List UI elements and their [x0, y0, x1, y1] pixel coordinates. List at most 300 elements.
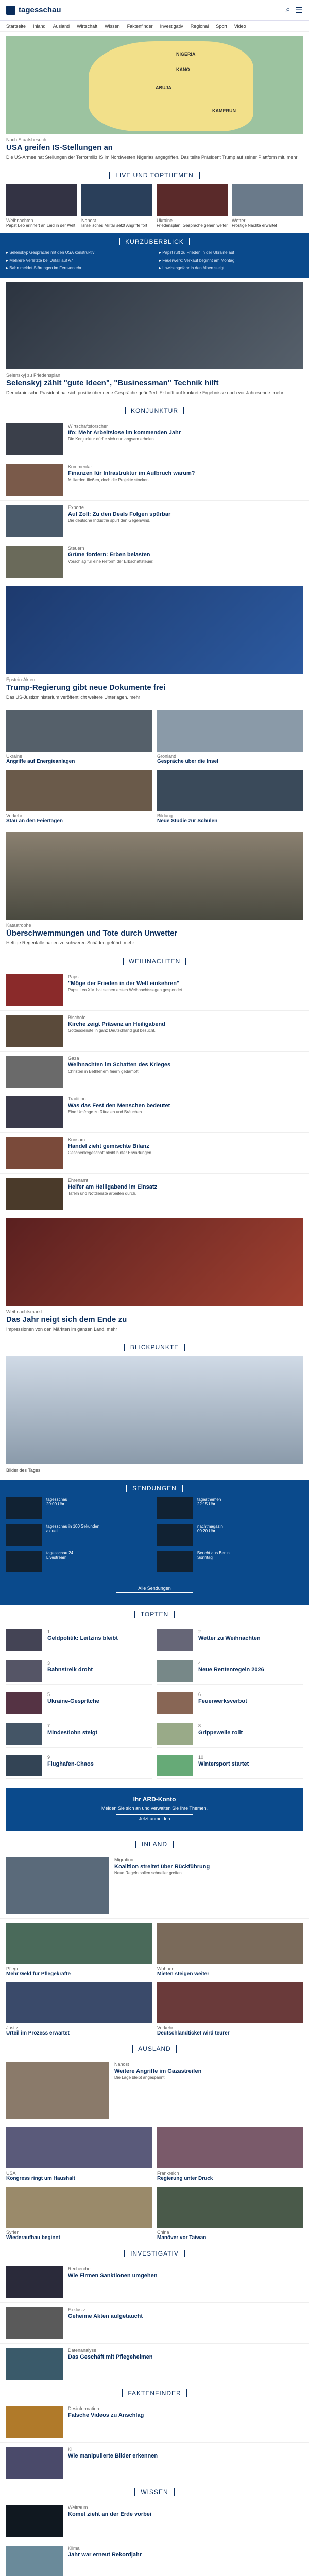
kurz-item[interactable]: ▸ Feuerwerk: Verkauf beginnt am Montag — [159, 258, 303, 263]
teaser-image — [157, 2127, 303, 2168]
item-title: Bahnstreik droht — [47, 1666, 93, 1673]
item-title[interactable]: Komet zieht an der Erde vorbei — [68, 2511, 151, 2517]
item-tag: Konsum — [68, 1137, 85, 1142]
teaser-image — [6, 770, 152, 811]
article-title[interactable]: USA greifen IS-Stellungen an — [6, 143, 113, 152]
kurz-item[interactable]: ▸ Selenskyj: Gespräche mit den USA konstruktiv — [6, 250, 150, 255]
map-label: KANO — [176, 67, 190, 72]
article-title[interactable]: Das Jahr neigt sich dem Ende zu — [6, 1315, 127, 1324]
item-title[interactable]: Handel zieht gemischte Bilanz — [68, 1143, 149, 1149]
item-teaser: Die deutsche Industrie spürt den Gegenwind. — [68, 518, 151, 523]
brand-name: tagesschau — [19, 6, 61, 14]
broadcast-thumb — [157, 1524, 193, 1546]
lead-image[interactable] — [6, 282, 303, 369]
item-title: Ukraine-Gespräche — [47, 1698, 99, 1704]
topten-item[interactable] — [6, 1658, 152, 1685]
list-item[interactable] — [0, 1011, 309, 1052]
broadcast-title: tagesschau — [46, 1497, 67, 1502]
article-title[interactable]: Trump-Regierung gibt neue Dokumente frei — [6, 683, 166, 692]
teaser-tag: Verkehr — [157, 2025, 174, 2030]
item-tag: Datenanalyse — [68, 2347, 97, 2353]
section-title: AUSLAND — [132, 2045, 177, 2053]
list-item[interactable] — [0, 2262, 309, 2303]
grid-teaser[interactable] — [157, 2187, 303, 2241]
item-title[interactable]: Kirche zeigt Präsenz an Heiligabend — [68, 1021, 165, 1027]
thumb-image — [157, 1723, 193, 1745]
item-tag: Kommentar — [68, 464, 92, 470]
broadcast-item[interactable] — [6, 1524, 152, 1546]
topten-item[interactable] — [157, 1753, 303, 1779]
section-title: KONJUNKTUR — [125, 407, 184, 414]
nav-item[interactable]: Regional — [190, 23, 209, 29]
teaser-tag: Bildung — [157, 813, 173, 819]
thumb-image — [157, 1629, 193, 1651]
item-title[interactable]: Das Geschäft mit Pflegeheimen — [68, 2353, 153, 2360]
tile-title: Frostige Nächte erwartet — [232, 223, 277, 228]
teaser-image — [157, 770, 303, 811]
teaser-image — [6, 2187, 152, 2228]
item-tag: Papst — [68, 974, 80, 979]
item-title[interactable]: Falsche Videos zu Anschlag — [68, 2412, 144, 2418]
thumb-image — [6, 1056, 63, 1088]
topten-item[interactable] — [157, 1627, 303, 1653]
teaser-tag: Wohnen — [157, 1965, 175, 1971]
item-title[interactable]: Koalition streitet über Rückführung — [114, 1863, 210, 1870]
broadcast-title: tagesschau in 100 Sekunden — [46, 1523, 100, 1529]
bridge-article[interactable] — [0, 920, 309, 952]
topten-item[interactable] — [6, 1690, 152, 1716]
nav-item[interactable]: Video — [234, 23, 246, 29]
rank-number: 7 — [47, 1723, 50, 1728]
item-title[interactable]: Wie Firmen Sanktionen umgehen — [68, 2272, 158, 2279]
item-tag: Desinformation — [68, 2405, 99, 2411]
article-tag: Epstein-Akten — [6, 677, 36, 683]
account-text: Melden Sie sich an und verwalten Sie Ihre Themen. — [101, 1805, 208, 1811]
teaser-title: Gespräche über die Insel — [157, 759, 218, 765]
item-title[interactable]: Weitere Angriffe im Gazastreifen — [114, 2067, 202, 2074]
nav-item[interactable]: Investigativ — [160, 23, 183, 29]
list-item[interactable] — [0, 1174, 309, 1214]
article-teaser: Impressionen von den Märkten im ganzen Land. mehr — [6, 1326, 117, 1332]
section-konjunktur — [0, 402, 309, 419]
broadcast-item[interactable] — [6, 1551, 152, 1572]
kurz-item[interactable]: ▸ Mehrere Verletzte bei Unfall auf A7 — [6, 258, 150, 263]
article-tag: Selenskyj zu Friedensplan — [6, 372, 61, 378]
list-item[interactable] — [0, 2541, 309, 2576]
logo-icon — [6, 6, 15, 15]
list-item[interactable] — [0, 2501, 309, 2541]
teaser-tag: Syrien — [6, 2229, 20, 2235]
section-kurz — [6, 233, 303, 250]
thumb-image — [6, 1096, 63, 1128]
item-teaser: Milliarden fließen, doch die Projekte stocken. — [68, 478, 150, 483]
section-blickpunkte — [0, 1338, 309, 1356]
rank-number: 9 — [47, 1754, 50, 1760]
item-title[interactable]: Wie manipulierte Bilder erkennen — [68, 2452, 158, 2459]
broadcast-time: 20:00 Uhr — [46, 1501, 65, 1506]
tile-tag: Ukraine — [157, 218, 173, 224]
teaser-image — [157, 1982, 303, 2023]
broadcast-time: 00:20 Uhr — [197, 1528, 216, 1533]
feature-article[interactable] — [0, 674, 309, 706]
broadcast-thumb — [157, 1497, 193, 1519]
item-title[interactable]: Was das Fest den Menschen bedeutet — [68, 1102, 170, 1109]
item-tag: Weltraum — [68, 2504, 88, 2510]
list-item[interactable] — [0, 460, 309, 501]
grid-teaser[interactable] — [157, 710, 303, 765]
section-title: TOPTEN — [134, 1611, 175, 1618]
tile-image — [6, 184, 77, 216]
kurz-item[interactable]: ▸ Bahn meldet Störungen im Fernverkehr — [6, 266, 150, 270]
tile-image — [232, 184, 303, 216]
list-item[interactable] — [0, 2058, 309, 2123]
teaser-grid — [0, 2123, 309, 2245]
article-title[interactable]: Überschwemmungen und Tote durch Unwetter — [6, 929, 178, 938]
grid-teaser[interactable] — [6, 2127, 152, 2181]
feature-article[interactable] — [0, 1306, 309, 1338]
site-logo[interactable] — [6, 6, 61, 15]
thumb-image — [6, 1629, 42, 1651]
teaser-title: Stau an den Feiertagen — [6, 818, 63, 824]
item-title: Flughafen-Chaos — [47, 1760, 94, 1767]
rank-number: 10 — [198, 1754, 204, 1760]
teaser-image — [157, 710, 303, 752]
thumb-image — [6, 2266, 63, 2298]
tile-image — [81, 184, 152, 216]
grid-teaser[interactable] — [6, 2187, 152, 2241]
item-title: Geldpolitik: Leitzins bleibt — [47, 1635, 118, 1641]
section-live — [0, 166, 309, 184]
item-tag: Tradition — [68, 1096, 86, 1101]
teaser-title: Neue Studie zur Schulen — [157, 818, 218, 824]
section-title: INLAND — [135, 1841, 174, 1848]
item-tag: Steuern — [68, 546, 84, 551]
teaser-tag: Ukraine — [6, 754, 23, 759]
tile-title: Israelisches Militär setzt Angriffe fort — [81, 223, 147, 228]
item-title[interactable]: Helfer am Heiligabend im Einsatz — [68, 1183, 157, 1190]
thumb-image — [6, 974, 63, 1006]
menu-icon[interactable]: ☰ — [295, 6, 303, 15]
feature-image[interactable] — [6, 586, 303, 674]
item-teaser: Die Lage bleibt angespannt. — [114, 2075, 166, 2080]
item-teaser: Geschenkegeschäft bleibt hinter Erwartungen. — [68, 1150, 153, 1155]
broadcast-item[interactable] — [157, 1551, 303, 1572]
broadcast-time: 22:15 Uhr — [197, 1501, 216, 1506]
broadcast-item[interactable] — [157, 1497, 303, 1519]
nav-item[interactable]: Inland — [33, 23, 46, 29]
item-tag: Exklusiv — [68, 2307, 85, 2312]
item-teaser: Eine Umfrage zu Ritualen und Bräuchen. — [68, 1109, 143, 1114]
teaser-title: Manöver vor Taiwan — [157, 2234, 207, 2241]
section-title: WISSEN — [134, 2488, 174, 2496]
section-title: INVESTIGATIV — [124, 2250, 185, 2257]
topten-item[interactable] — [157, 1721, 303, 1748]
thumb-image — [6, 1015, 63, 1047]
rank-number: 1 — [47, 1629, 50, 1634]
topten-item[interactable] — [157, 1690, 303, 1716]
rank-number: 6 — [198, 1691, 201, 1697]
nav-item[interactable]: Startseite — [6, 23, 26, 29]
item-tag: Ehrenamt — [68, 1177, 89, 1183]
rank-number: 4 — [198, 1660, 201, 1666]
item-title: Grippewelle rollt — [198, 1729, 243, 1736]
list-item[interactable] — [0, 419, 309, 460]
broadcast-time: Livestream — [46, 1555, 67, 1560]
grid-teaser[interactable] — [157, 2127, 303, 2181]
section-ausland — [0, 2040, 309, 2058]
hero-article[interactable] — [0, 134, 309, 166]
item-teaser: Neue Regeln sollen schneller greifen. — [114, 1870, 183, 1875]
item-title: Wetter zu Weihnachten — [198, 1635, 261, 1641]
kurz-item[interactable]: ▸ Papst ruft zu Frieden in der Ukraine auf — [159, 250, 303, 255]
gallery-image[interactable] — [6, 1356, 303, 1464]
teaser-image — [157, 2187, 303, 2228]
item-title[interactable]: Geheime Akten aufgetaucht — [68, 2313, 143, 2319]
thumb-image — [6, 2348, 63, 2380]
item-title[interactable]: Ifo: Mehr Arbeitslose im kommenden Jahr — [68, 430, 181, 436]
section-title: SENDUNGEN — [126, 1485, 183, 1492]
list-item[interactable] — [0, 1853, 309, 1919]
site-header — [0, 0, 309, 21]
teaser-title: Angriffe auf Energieanlagen — [6, 759, 75, 765]
thumb-image — [6, 2062, 109, 2119]
item-title[interactable]: Weihnachten im Schatten des Krieges — [68, 1061, 171, 1068]
rank-number: 2 — [198, 1629, 201, 1634]
live-tile[interactable] — [157, 184, 228, 228]
article-teaser: Heftige Regenfälle haben zu schweren Schäden geführt. mehr — [6, 940, 134, 946]
broadcast-time: aktuell — [46, 1528, 59, 1533]
list-item[interactable] — [0, 1133, 309, 1174]
grid-teaser[interactable] — [6, 770, 152, 824]
account-box — [6, 1788, 303, 1831]
rank-number: 3 — [47, 1660, 50, 1666]
item-teaser: Christen in Bethlehem feiern gedämpft. — [68, 1069, 140, 1074]
tile-image — [157, 184, 228, 216]
broadcast-thumb — [6, 1497, 42, 1519]
thumb-image — [6, 464, 63, 496]
gallery-caption-wrap — [0, 1464, 309, 1480]
teaser-tag: Pflege — [6, 1965, 20, 1971]
teaser-tag: USA — [6, 2170, 16, 2176]
thumb-image — [6, 2546, 63, 2576]
list-item[interactable] — [0, 970, 309, 1011]
teaser-title: Deutschlandticket wird teurer — [157, 2030, 230, 2036]
section-sendungen — [0, 1480, 309, 1497]
nav-item[interactable]: Wirtschaft — [77, 23, 98, 29]
list-item[interactable] — [0, 1052, 309, 1092]
list-item[interactable] — [0, 2303, 309, 2344]
teaser-title: Urteil im Prozess erwartet — [6, 2030, 70, 2036]
item-teaser: Die Konjunktur dürfte sich nur langsam erholen. — [68, 437, 155, 442]
item-title: Neue Rentenregeln 2026 — [198, 1666, 264, 1673]
nav-item[interactable]: Ausland — [53, 23, 70, 29]
thumb-image — [6, 1723, 42, 1745]
item-tag: Bischöfe — [68, 1014, 86, 1020]
grid-teaser[interactable] — [157, 1923, 303, 1977]
feature-image[interactable] — [6, 1218, 303, 1306]
topten-item[interactable] — [6, 1627, 152, 1653]
teaser-image — [6, 2127, 152, 2168]
article-tag: Katastrophe — [6, 923, 31, 928]
teaser-title: Kongress ringt um Haushalt — [6, 2175, 75, 2181]
section-inland — [0, 1836, 309, 1853]
grid-teaser[interactable] — [6, 1982, 152, 2036]
broadcast-thumb — [157, 1551, 193, 1572]
broadcast-item[interactable] — [6, 1497, 152, 1519]
broadcast-thumb — [6, 1551, 42, 1572]
sendungen-box — [0, 1480, 309, 1605]
live-tile[interactable] — [6, 184, 77, 228]
thumb-image — [6, 2447, 63, 2479]
article-tag: Weihnachtsmarkt — [6, 1309, 42, 1314]
topten-item[interactable] — [6, 1721, 152, 1748]
item-teaser: Papst Leo XIV. hat seinen ersten Weihnachtssegen gespendet. — [68, 987, 183, 992]
thumb-image — [157, 1692, 193, 1714]
teaser-tag: Justiz — [6, 2025, 19, 2030]
broadcast-title: Bericht aus Berlin — [197, 1550, 230, 1555]
teaser-image — [6, 1923, 152, 1964]
section-wissen — [0, 2483, 309, 2501]
item-title: Wintersport startet — [198, 1760, 249, 1767]
list-item[interactable] — [0, 541, 309, 582]
thumb-image — [6, 1178, 63, 1210]
broadcast-item[interactable] — [157, 1524, 303, 1546]
article-teaser: Die US-Armee hat Stellungen der Terrormiliz IS im Nordwesten Nigerias angegriffen. Das teilte Präsident Trump auf seiner Plattform mit. mehr — [6, 155, 298, 160]
item-tag: Gaza — [68, 1055, 79, 1061]
gallery-caption: Bilder des Tages — [6, 1467, 41, 1473]
rank-number: 8 — [198, 1723, 201, 1728]
list-item[interactable] — [0, 1092, 309, 1133]
item-teaser: Tafeln und Notdienste arbeiten durch. — [68, 1191, 136, 1196]
tile-title: Friedensplan: Gespräche gehen weiter — [157, 223, 228, 228]
map-label: KAMERUN — [212, 108, 236, 113]
tile-tag: Wetter — [232, 218, 246, 224]
grid-teaser[interactable] — [157, 1982, 303, 2036]
section-investigativ — [0, 2245, 309, 2262]
kurz-item[interactable]: ▸ Lawinengefahr in den Alpen steigt — [159, 266, 303, 270]
tile-tag: Weihnachten — [6, 218, 33, 224]
map-label: ABUJA — [156, 85, 172, 90]
tile-tag: Nahost — [81, 218, 96, 224]
item-tag: Klima — [68, 2545, 80, 2551]
hero-map-image[interactable] — [6, 36, 303, 134]
thumb-image — [6, 1755, 42, 1776]
section-title: LIVE UND TOPTHEMEN — [109, 172, 200, 179]
topten-item[interactable] — [6, 1753, 152, 1779]
thumb-image — [6, 1137, 63, 1169]
item-tag: Exporte — [68, 505, 84, 511]
nav-item[interactable]: Wissen — [105, 23, 120, 29]
article-title[interactable]: Selenskyj zählt "gute Ideen", "Businessman" Technik hilft — [6, 379, 219, 388]
item-tag: Nahost — [114, 2061, 129, 2067]
list-item[interactable] — [0, 2402, 309, 2443]
list-item[interactable] — [0, 501, 309, 541]
item-title[interactable]: Jahr war erneut Rekordjahr — [68, 2551, 142, 2558]
nav-item[interactable]: Sport — [216, 23, 227, 29]
section-faktenfinder — [0, 2384, 309, 2402]
search-icon[interactable]: ⌕ — [285, 5, 290, 14]
thumb-image — [6, 1660, 42, 1682]
section-title: WEIHNACHTEN — [123, 958, 186, 965]
teaser-image — [6, 1982, 152, 2023]
item-tag: Wirtschaftsforscher — [68, 423, 108, 429]
live-tile[interactable] — [81, 184, 152, 228]
thumb-image — [6, 2505, 63, 2537]
topten-list — [0, 1623, 309, 1783]
teaser-tag: China — [157, 2229, 169, 2235]
section-topten — [0, 1605, 309, 1623]
item-title[interactable]: "Möge der Frieden in der Welt einkehren" — [68, 980, 180, 987]
thumb-image — [6, 1692, 42, 1714]
main-nav — [0, 21, 309, 32]
broadcast-title: tagesschau 24 — [46, 1550, 74, 1555]
all-broadcasts-button[interactable]: Alle Sendungen — [116, 1584, 193, 1593]
item-tag: KI — [68, 2446, 73, 2452]
thumb-image — [157, 1755, 193, 1776]
item-title[interactable]: Finanzen für Infrastruktur im Aufbruch warum? — [68, 470, 195, 477]
teaser-title: Wiederaufbau beginnt — [6, 2234, 60, 2241]
item-teaser: Vorschlag für eine Reform der Erbschaftsteuer. — [68, 559, 154, 564]
teaser-title: Mehr Geld für Pflegekräfte — [6, 1971, 71, 1977]
thumb-image — [6, 505, 63, 537]
thumb-image — [6, 546, 63, 578]
item-tag: Recherche — [68, 2266, 91, 2272]
teaser-grid — [0, 1919, 309, 2040]
login-button[interactable]: Jetzt anmelden — [116, 1814, 193, 1823]
section-weihnachten — [0, 953, 309, 970]
teaser-tag: Frankreich — [157, 2170, 179, 2176]
rank-number: 5 — [47, 1691, 50, 1697]
account-title: Ihr ARD-Konto — [133, 1795, 176, 1803]
item-title[interactable]: Grüne fordern: Erben belasten — [68, 552, 150, 558]
teaser-grid — [0, 706, 309, 828]
item-title[interactable]: Auf Zoll: Zu den Deals Folgen spürbar — [68, 511, 171, 518]
grid-teaser[interactable] — [6, 710, 152, 765]
section-title: FAKTENFINDER — [122, 2389, 187, 2397]
broadcast-title: nachtmagazin — [197, 1523, 223, 1529]
teaser-title: Regierung unter Druck — [157, 2175, 213, 2181]
section-title: BLICKPUNKTE — [124, 1344, 185, 1351]
live-tiles — [0, 184, 309, 233]
article-teaser: Der ukrainische Präsident hat sich positiv über neue Gespräche geäußert. Er hofft auf konkrete Ergebnisse noch vor Jahresende. mehr — [6, 390, 284, 396]
teaser-image — [157, 1923, 303, 1964]
list-item[interactable] — [0, 2344, 309, 2384]
thumb-image — [157, 1660, 193, 1682]
grid-teaser[interactable] — [157, 770, 303, 824]
list-item[interactable] — [0, 2443, 309, 2483]
article-teaser: Das US-Justizministerium veröffentlicht weitere Unterlagen. mehr — [6, 694, 140, 700]
lead-article[interactable] — [0, 369, 309, 402]
broadcast-title: tagesthemen — [197, 1497, 221, 1502]
grid-teaser[interactable] — [6, 1923, 152, 1977]
nav-item[interactable]: Faktenfinder — [127, 23, 153, 29]
live-tile[interactable] — [232, 184, 303, 228]
broadcast-time: Sonntag — [197, 1555, 213, 1560]
map-label: NIGERIA — [176, 52, 196, 57]
item-title: Mindestlohn steigt — [47, 1729, 98, 1736]
item-teaser: Gottesdienste in ganz Deutschland gut besucht. — [68, 1028, 156, 1033]
broadcast-thumb — [6, 1524, 42, 1546]
topten-item[interactable] — [157, 1658, 303, 1685]
section-title: KURZÜBERBLICK — [119, 238, 190, 245]
teaser-tag: Grönland — [157, 754, 177, 759]
item-title: Feuerwerksverbot — [198, 1698, 247, 1704]
bridge-image[interactable] — [6, 832, 303, 920]
thumb-image — [6, 1857, 109, 1914]
teaser-title: Mieten steigen weiter — [157, 1971, 210, 1977]
article-tag: Nach Staatsbesuch — [6, 137, 47, 142]
thumb-image — [6, 2307, 63, 2339]
